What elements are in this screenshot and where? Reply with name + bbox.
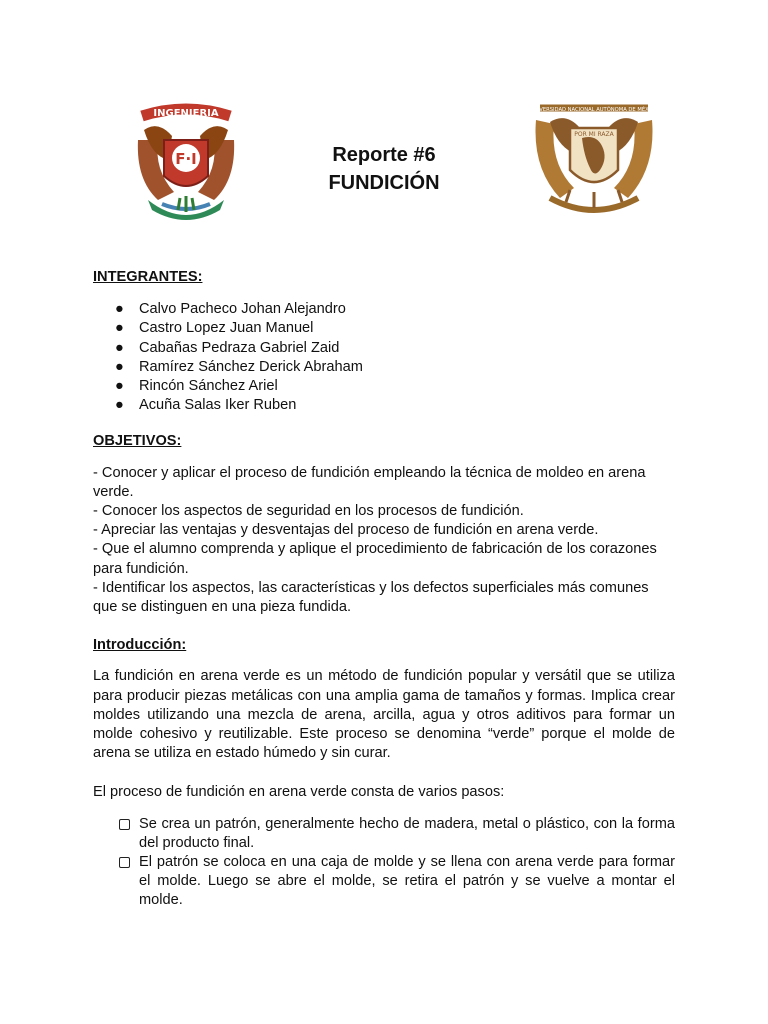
integrantes-heading: INTEGRANTES: [93,269,203,285]
objective-item: - Conocer y aplicar el proceso de fundición empleando la técnica de moldeo en arena verde. [93,464,646,500]
objectives-list [93,464,675,618]
checkbox-icon [119,857,130,868]
objective-item: - Identificar los aspectos, las características y los defectos superficiales más comunes que se distinguen en una pieza fundida. [93,579,649,616]
bullet-icon: ● [115,339,124,356]
list-item [93,853,675,911]
title-block [280,141,488,197]
logo-right-text: UNIVERSIDAD NACIONAL AUTÓNOMA DE MÉXICO [530,107,658,113]
member-name: Cabañas Pedraza Gabriel Zaid [139,339,340,356]
member-name: Ramírez Sánchez Derick Abraham [139,358,363,375]
bullet-icon: ● [115,301,124,318]
report-subtitle: FUNDICIÓN [328,172,440,194]
list-item [93,396,675,415]
steps-intro-paragraph: El proceso de fundición en arena verde consta de varios pasos: [93,784,505,801]
step-text: Se crea un patrón, generalmente hecho de madera, metal o plástico, con la forma del producto final. [139,815,675,851]
checkbox-icon [119,819,130,830]
logo-left-text: INGENIERIA [153,108,219,119]
introduccion-heading: Introducción: [93,637,187,654]
member-name: Rincón Sánchez Ariel [139,378,278,395]
list-item [93,339,675,358]
bullet-icon: ● [115,320,124,337]
svg-text:F·I: F·I [175,150,197,168]
steps-list [93,815,675,911]
report-title: Reporte #6 [332,144,436,166]
objective-item: - Conocer los aspectos de seguridad en los procesos de fundición. [93,503,524,520]
bullet-icon: ● [115,378,124,395]
members-list [93,300,675,415]
objective-item: - Apreciar las ventajas y desventajas del proceso de fundición en arena verde. [93,522,599,539]
step-text: El patrón se coloca en una caja de molde y se llena con arena verde para formar el molde. Luego se abre el molde, se retira el patrón y se vuelve a montar el molde. [139,854,675,909]
member-name: Castro Lopez Juan Manuel [139,320,314,337]
svg-text:POR MI RAZA: POR MI RAZA [574,131,614,138]
unam-seal-logo [530,98,658,218]
member-name: Calvo Pacheco Johan Alejandro [139,301,346,318]
list-item [93,377,675,396]
list-item [93,319,675,338]
intro-paragraph: La fundición en arena verde es un método de fundición popular y versátil que se utiliza para producir piezas metálicas con una amplia gama de tamaños y formas. Implica crear moldes utilizando una mezcla de arena, arcilla, agua y otros aditivos para formar un molde cohesivo y reutilizable. Este proceso se denomina “verde” porque el molde de arena se utiliza en estado húmedo y sin curar. [93,668,675,762]
list-item [93,815,675,853]
list-item [93,358,675,377]
bullet-icon: ● [115,397,124,414]
fi-engineering-logo [128,100,244,226]
document-body [93,268,675,911]
objective-item: - Que el alumno comprenda y aplique el procedimiento de fabricación de los corazones para fundición. [93,541,657,577]
list-item [93,300,675,319]
member-name: Acuña Salas Iker Ruben [139,397,297,414]
bullet-icon: ● [115,358,124,375]
objetivos-heading: OBJETIVOS: [93,433,182,450]
